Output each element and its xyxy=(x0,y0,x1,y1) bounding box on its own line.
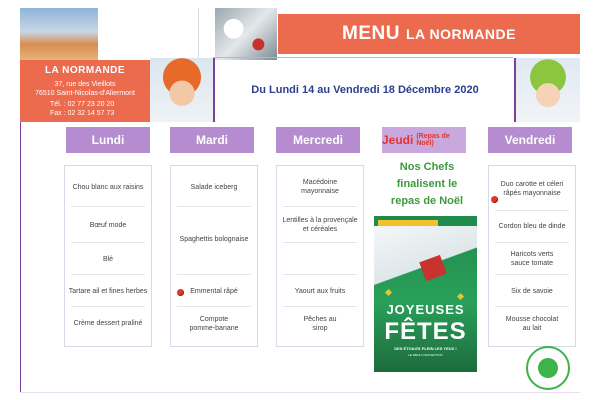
address-name: LA NORMANDE xyxy=(44,65,126,76)
day-header-jeudi xyxy=(382,127,466,153)
address-city: 76510 Saint-Nicolas-d'Aliermont xyxy=(35,90,135,97)
divider xyxy=(495,274,569,275)
menu-item: Six de savoie xyxy=(511,287,553,295)
divider xyxy=(198,8,199,60)
menu-item: Spaghettis bolognaise xyxy=(179,235,249,243)
day-header-mercredi: Mercredi xyxy=(276,127,360,153)
day-column-mardi xyxy=(170,165,258,347)
winter-sunset-photo xyxy=(20,8,98,60)
divider xyxy=(20,392,580,393)
menu-item: Yaourt aux fruits xyxy=(294,287,346,295)
menu-item: Salade iceberg xyxy=(190,183,238,191)
eco-logo xyxy=(526,346,570,390)
menu-item: Emmental râpé xyxy=(190,287,238,295)
cover-tagline: DES ÉTOILES PLEIN LES YEUX ! xyxy=(394,346,457,351)
frame-line xyxy=(213,58,215,122)
snowy-berries-photo xyxy=(215,8,277,60)
menu-item: Bœuf mode xyxy=(89,221,127,229)
joyeuses-fetes-cover xyxy=(374,216,477,372)
jeudi-message xyxy=(380,159,474,210)
menu-item: Chou blanc aux raisins xyxy=(72,183,144,191)
week-dates: Du Lundi 14 au Vendredi 18 Décembre 2020 xyxy=(251,84,479,96)
menu-item: Cordon bleu de dinde xyxy=(498,222,566,230)
divider xyxy=(71,242,145,243)
frame-line xyxy=(213,57,513,58)
jeudi-message-line: repas de Noël xyxy=(390,195,464,207)
menu-item: Compote pomme-banane xyxy=(189,316,239,332)
jeudi-message-line: finalisent le xyxy=(396,178,458,190)
cover-title-1: JOYEUSES xyxy=(386,302,465,317)
frame-line xyxy=(20,122,21,392)
divider xyxy=(71,206,145,207)
menu-item: Duo carotte et céleri râpés mayonnaise xyxy=(500,181,564,197)
menu-item: Mousse chocolat au lait xyxy=(505,316,559,332)
divider xyxy=(495,242,569,243)
star-icon xyxy=(457,293,464,300)
address-fax: Fax : 02 32 14 57 73 xyxy=(50,110,115,117)
day-column-mercredi xyxy=(276,165,364,347)
address-street: 37, rue des Vieillots xyxy=(54,81,116,88)
day-header-jeudi-note: (Repas de Noël) xyxy=(416,133,450,147)
divider xyxy=(495,210,569,211)
divider xyxy=(177,306,251,307)
divider xyxy=(283,306,357,307)
menu-item: Tartare ail et fines herbes xyxy=(68,287,148,295)
divider xyxy=(283,242,357,243)
day-header-lundi: Lundi xyxy=(66,127,150,153)
menu-brand: LA NORMANDE xyxy=(405,26,516,42)
address-tel: Tél. : 02 77 23 20 20 xyxy=(50,101,115,108)
star-icon xyxy=(385,289,392,296)
child-photo-left xyxy=(150,58,214,122)
menu-word: MENU xyxy=(342,23,400,44)
day-header-vendredi: Vendredi xyxy=(488,127,572,153)
day-column-vendredi xyxy=(488,165,576,347)
day-header-jeudi-label: Jeudi xyxy=(382,133,414,147)
cover-subtitle: LE MENU D'EXCEPTION xyxy=(408,353,443,357)
cover-title-2: FÊTES xyxy=(384,318,467,345)
divider xyxy=(283,206,357,207)
child-photo-right xyxy=(516,58,580,122)
address-block xyxy=(20,60,150,122)
divider xyxy=(71,306,145,307)
menu-item: Lentilles à la provençale et céréales xyxy=(282,217,358,233)
day-column-lundi xyxy=(64,165,152,347)
divider xyxy=(71,274,145,275)
menu-title-banner xyxy=(278,14,580,54)
menu-item: Pêches au sirop xyxy=(303,316,337,332)
menu-item: Haricots verts sauce tomate xyxy=(510,251,554,267)
eco-logo-mark xyxy=(538,358,558,378)
jeudi-message-line: Nos Chefs xyxy=(399,161,455,173)
divider xyxy=(177,206,251,207)
divider xyxy=(283,274,357,275)
menu-item: Crème dessert praliné xyxy=(73,319,143,327)
divider xyxy=(177,274,251,275)
menu-item: Blé xyxy=(102,255,114,263)
day-header-mardi: Mardi xyxy=(170,127,254,153)
menu-item: Macédoine mayonnaise xyxy=(301,179,339,195)
divider xyxy=(495,306,569,307)
